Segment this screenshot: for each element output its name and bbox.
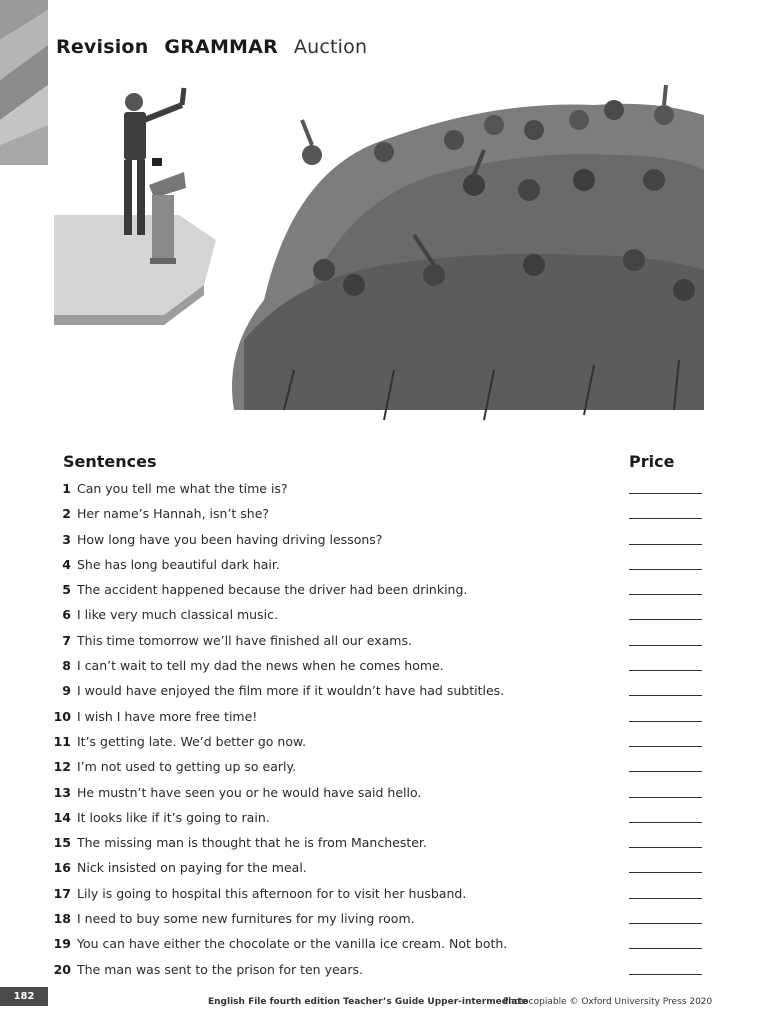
stage [54,215,216,325]
sentence-row [0,781,768,806]
sentence-row [0,679,768,704]
price-answer-line[interactable] [629,923,702,924]
title-grammar: GRAMMAR [164,36,278,58]
title-revision: Revision [56,36,149,58]
sentence-row [0,755,768,780]
corner-ray-decoration [0,0,48,165]
sentence-text: It’s getting late. We’d better go now. [77,733,307,749]
sentence-number: 1 [62,481,71,496]
price-answer-line[interactable] [629,847,702,848]
sentence-row [0,806,768,831]
sentence-row [0,502,768,527]
sentence-row [0,629,768,654]
sentence-number: 14 [53,809,71,825]
sentence-number: 2 [62,506,71,522]
price-answer-line[interactable] [629,493,702,494]
sentence-text: I wish I have more free time! [77,708,258,724]
price-answer-line[interactable] [629,594,702,595]
sentence-text: I need to buy some new furnitures for my living room. [77,911,415,927]
sentence-text: Her name’s Hannah, isn’t she? [77,506,270,522]
sentence-number: 13 [53,784,71,800]
price-answer-line[interactable] [629,569,702,570]
page-number-badge: 182 [0,987,48,1006]
sentence-row [0,654,768,679]
sentence-text: Lily is going to hospital this afternoon for to visit her husband. [77,885,467,901]
sentence-number: 5 [62,582,71,598]
sentence-text: The accident happened because the driver had been drinking. [77,582,468,598]
sentence-number: 16 [53,860,71,876]
price-answer-line[interactable] [629,948,702,949]
title-topic: Auction [293,36,368,58]
page-title [56,36,383,58]
sentence-row [0,730,768,755]
sentence-text: The man was sent to the prison for ten years. [77,961,363,977]
sentence-number: 8 [62,658,71,674]
price-answer-line[interactable] [629,518,702,519]
price-answer-line[interactable] [629,797,702,798]
sentence-text: How long have you been having driving lessons? [77,531,383,547]
price-answer-line[interactable] [629,695,702,696]
price-answer-line[interactable] [629,670,702,671]
price-answer-line[interactable] [629,544,702,545]
sentence-row [0,907,768,932]
footer-copyright: Photocopiable © Oxford University Press 2020 [503,997,713,1007]
sentence-row [0,477,768,502]
sentence-text: It looks like if it’s going to rain. [77,809,270,825]
sentence-text: She has long beautiful dark hair. [77,556,280,572]
sentence-number: 7 [62,632,71,648]
price-answer-line[interactable] [629,645,702,646]
sentence-list [0,477,768,983]
sentence-number: 11 [53,733,71,749]
audience-crowd [232,85,704,420]
sentence-number: 20 [53,961,71,977]
sentence-row [0,831,768,856]
sentence-row [0,856,768,881]
price-answer-line[interactable] [629,974,702,975]
sentence-row [0,705,768,730]
sentence-text: You can have either the chocolate or the vanilla ice cream. Not both. [77,936,508,952]
sentence-text: He mustn’t have seen you or he would have said hello. [77,784,422,800]
sentence-row [0,578,768,603]
sentence-row [0,553,768,578]
sentence-text: I would have enjoyed the film more if it wouldn’t have had subtitles. [77,683,505,699]
price-answer-line[interactable] [629,721,702,722]
sentence-number: 6 [62,607,71,623]
sentence-row [0,882,768,907]
sentence-number: 10 [53,708,71,724]
price-answer-line[interactable] [629,898,702,899]
price-heading: Price [629,452,675,471]
sentence-number: 4 [62,556,71,572]
price-answer-line[interactable] [629,771,702,772]
sentence-text: I like very much classical music. [77,607,278,623]
price-answer-line[interactable] [629,746,702,747]
sentence-number: 3 [62,531,71,547]
sentences-heading: Sentences [63,452,157,471]
sentence-row [0,603,768,628]
sentence-text: Nick insisted on paying for the meal. [77,860,307,876]
sentence-number: 19 [53,936,71,952]
sentence-text: Can you tell me what the time is? [77,481,288,496]
sentence-number: 15 [53,835,71,851]
sentence-text: I’m not used to getting up so early. [77,759,297,775]
price-answer-line[interactable] [629,619,702,620]
sentence-text: I can’t wait to tell my dad the news when he comes home. [77,658,444,674]
price-answer-line[interactable] [629,822,702,823]
sentence-number: 9 [62,683,71,699]
sentence-row [0,932,768,957]
sentence-number: 12 [53,759,71,775]
sentence-row [0,528,768,553]
footer-book-title: English File fourth edition Teacher’s Guide Upper-intermediate [208,997,528,1007]
price-answer-line[interactable] [629,872,702,873]
sentence-text: The missing man is thought that he is from Manchester. [77,835,427,851]
sentence-row [0,958,768,983]
auction-illustration [54,80,704,430]
sentence-text: This time tomorrow we’ll have finished all our exams. [77,632,412,648]
sentence-number: 17 [53,885,71,901]
sentence-number: 18 [53,911,71,927]
